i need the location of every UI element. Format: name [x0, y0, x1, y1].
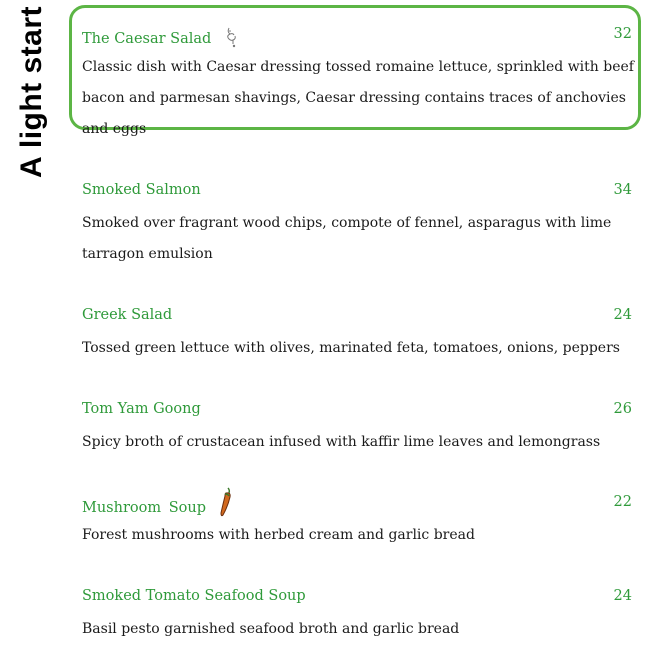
menu-item-smoked-tomato-seafood-soup: [82, 588, 632, 645]
item-price: 32: [613, 26, 632, 42]
item-price: 26: [613, 401, 632, 417]
item-name: The Caesar Salad: [82, 26, 240, 52]
item-description: Forest mushrooms with herbed cream and garlic bread: [82, 527, 475, 543]
menu-item-smoked-salmon: [82, 182, 632, 270]
menu-item-greek-salad: [82, 307, 632, 364]
item-price: 34: [613, 182, 632, 198]
item-name: Tom Yam Goong: [82, 401, 201, 417]
item-price: 24: [613, 588, 632, 604]
item-description: Tossed green lettuce with olives, marinated feta, tomatoes, onions, peppers: [82, 340, 620, 356]
menu-item-caesar-salad: [82, 26, 632, 145]
item-description: Spicy broth of crustacean infused with kaffir lime leaves and lemongrass: [82, 434, 601, 450]
menu-item-mushroom-soup: [82, 494, 632, 551]
item-description: Smoked over fragrant wood chips, compote of fennel, asparagus with lime tarragon emulsion: [82, 215, 612, 262]
menu-item-tom-yam-goong: [82, 401, 632, 458]
item-name: Smoked Salmon: [82, 182, 201, 198]
chili-pepper-icon: [219, 494, 233, 522]
item-name: Greek Salad: [82, 307, 173, 323]
item-price: 22: [613, 494, 632, 510]
pork-icon: [224, 26, 240, 52]
item-name: Smoked Tomato Seafood Soup: [82, 588, 306, 604]
item-name: Mushroom Soup: [82, 494, 233, 522]
item-price: 24: [613, 307, 632, 323]
item-description: Basil pesto garnished seafood broth and garlic bread: [82, 621, 460, 637]
item-description: Classic dish with Caesar dressing tossed romaine lettuce, sprinkled with beef bacon and parmesan shavings, Caesar dressing contains traces of anchovies and eggs: [82, 59, 634, 137]
section-title: A light start: [15, 5, 48, 179]
